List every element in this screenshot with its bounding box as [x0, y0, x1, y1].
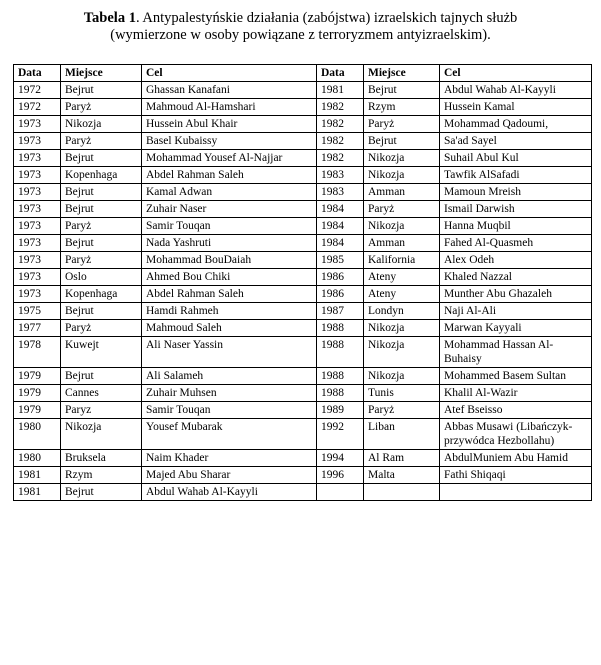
cell-date-2: 1986 [317, 269, 364, 286]
cell-date-2: 1981 [317, 82, 364, 99]
cell-target: Ali Naser Yassin [142, 337, 317, 368]
cell-date: 1972 [14, 82, 61, 99]
cell-date: 1972 [14, 99, 61, 116]
cell-date-2: 1992 [317, 419, 364, 450]
cell-target: Mohammad Yousef Al-Najjar [142, 150, 317, 167]
table-row [14, 303, 592, 320]
cell-place-2: Bejrut [364, 82, 440, 99]
cell-place-2: Bejrut [364, 133, 440, 150]
cell-date: 1979 [14, 402, 61, 419]
cell-target-2 [440, 484, 592, 501]
cell-place-2: Rzym [364, 99, 440, 116]
cell-place: Paryż [61, 133, 142, 150]
cell-place: Paryz [61, 402, 142, 419]
cell-place: Bejrut [61, 82, 142, 99]
cell-place-2: Nikozja [364, 218, 440, 235]
cell-target: Mahmoud Al-Hamshari [142, 99, 317, 116]
cell-date-2: 1983 [317, 167, 364, 184]
cell-target: Abdel Rahman Saleh [142, 167, 317, 184]
table-row [14, 450, 592, 467]
cell-place: Paryż [61, 218, 142, 235]
cell-target: Mohammad BouDaiah [142, 252, 317, 269]
cell-place-2: Nikozja [364, 368, 440, 385]
cell-date-2: 1989 [317, 402, 364, 419]
cell-place: Bejrut [61, 368, 142, 385]
table-row [14, 82, 592, 99]
cell-target: Kamal Adwan [142, 184, 317, 201]
cell-date: 1973 [14, 235, 61, 252]
header-date-2: Data [317, 65, 364, 82]
cell-date: 1980 [14, 450, 61, 467]
cell-target-2: Mohammad Hassan Al-Buhaisy [440, 337, 592, 368]
table-row [14, 184, 592, 201]
table-row [14, 218, 592, 235]
cell-date: 1973 [14, 252, 61, 269]
cell-target-2: Mamoun Mreish [440, 184, 592, 201]
cell-target: Ahmed Bou Chiki [142, 269, 317, 286]
cell-target-2: Ismail Darwish [440, 201, 592, 218]
cell-target-2: Naji Al-Ali [440, 303, 592, 320]
cell-date-2: 1986 [317, 286, 364, 303]
table-row [14, 419, 592, 450]
cell-date-2: 1982 [317, 150, 364, 167]
caption-title: . Antypalestyńskie działania (zabójstwa) izraelskich tajnych służb [135, 10, 518, 26]
cell-place-2: Paryż [364, 402, 440, 419]
cell-place: Paryż [61, 252, 142, 269]
table-row [14, 99, 592, 116]
table-row [14, 402, 592, 419]
caption-line-1 [0, 10, 601, 27]
cell-place: Oslo [61, 269, 142, 286]
table-row [14, 116, 592, 133]
cell-place-2: Al Ram [364, 450, 440, 467]
cell-place-2: Amman [364, 235, 440, 252]
cell-target-2: Marwan Kayyali [440, 320, 592, 337]
cell-place-2: Nikozja [364, 150, 440, 167]
cell-target-2: Tawfik AlSafadi [440, 167, 592, 184]
cell-place: Nikozja [61, 419, 142, 450]
cell-place: Paryż [61, 99, 142, 116]
cell-date-2: 1988 [317, 368, 364, 385]
cell-target: Zuhair Naser [142, 201, 317, 218]
cell-date-2: 1982 [317, 133, 364, 150]
cell-place: Kopenhaga [61, 167, 142, 184]
table-row [14, 286, 592, 303]
cell-target-2: Fathi Shiqaqi [440, 467, 592, 484]
cell-date-2: 1996 [317, 467, 364, 484]
cell-target: Abdel Rahman Saleh [142, 286, 317, 303]
header-date: Data [14, 65, 61, 82]
cell-place: Cannes [61, 385, 142, 402]
cell-place: Bejrut [61, 303, 142, 320]
cell-place-2: Nikozja [364, 337, 440, 368]
cell-target: Majed Abu Sharar [142, 467, 317, 484]
cell-place: Bejrut [61, 201, 142, 218]
cell-target-2: Mohammed Basem Sultan [440, 368, 592, 385]
cell-date-2: 1984 [317, 201, 364, 218]
cell-date-2: 1988 [317, 385, 364, 402]
cell-target-2: Munther Abu Ghazaleh [440, 286, 592, 303]
cell-date: 1973 [14, 201, 61, 218]
cell-target: Ghassan Kanafani [142, 82, 317, 99]
cell-date: 1973 [14, 116, 61, 133]
cell-target: Zuhair Muhsen [142, 385, 317, 402]
cell-target-2: AbdulMuniem Abu Hamid [440, 450, 592, 467]
cell-date-2: 1988 [317, 320, 364, 337]
cell-place: Bejrut [61, 150, 142, 167]
header-target-2: Cel [440, 65, 592, 82]
cell-place-2: Malta [364, 467, 440, 484]
cell-target-2: Suhail Abul Kul [440, 150, 592, 167]
cell-place-2: Kalifornia [364, 252, 440, 269]
cell-place-2: Ateny [364, 286, 440, 303]
cell-date: 1980 [14, 419, 61, 450]
cell-target: Nada Yashruti [142, 235, 317, 252]
caption-line-2: (wymierzone w osoby powiązane z terroryzmem antyizraelskim). [110, 27, 491, 43]
cell-target: Samir Touqan [142, 402, 317, 419]
table-row [14, 337, 592, 368]
cell-target: Hamdi Rahmeh [142, 303, 317, 320]
cell-target: Hussein Abul Khair [142, 116, 317, 133]
cell-target: Yousef Mubarak [142, 419, 317, 450]
cell-place-2: Ateny [364, 269, 440, 286]
cell-date-2: 1985 [317, 252, 364, 269]
cell-place: Bruksela [61, 450, 142, 467]
cell-target-2: Sa'ad Sayel [440, 133, 592, 150]
assassinations-table [13, 64, 592, 501]
cell-date: 1977 [14, 320, 61, 337]
cell-target-2: Fahed Al-Quasmeh [440, 235, 592, 252]
cell-place-2 [364, 484, 440, 501]
cell-place: Kopenhaga [61, 286, 142, 303]
header-place: Miejsce [61, 65, 142, 82]
cell-target: Naim Khader [142, 450, 317, 467]
cell-place: Bejrut [61, 184, 142, 201]
table-row [14, 385, 592, 402]
cell-target: Ali Salameh [142, 368, 317, 385]
cell-place-2: Nikozja [364, 320, 440, 337]
cell-place-2: Liban [364, 419, 440, 450]
cell-date-2: 1983 [317, 184, 364, 201]
cell-target-2: Khalil Al-Wazir [440, 385, 592, 402]
table-row [14, 269, 592, 286]
table-row [14, 467, 592, 484]
cell-place: Bejrut [61, 235, 142, 252]
table-row [14, 167, 592, 184]
cell-date-2: 1994 [317, 450, 364, 467]
cell-target-2: Abbas Musawi (Libańczyk-przywódca Hezbollahu) [440, 419, 592, 450]
cell-date: 1979 [14, 368, 61, 385]
cell-place-2: Nikozja [364, 167, 440, 184]
cell-place: Nikozja [61, 116, 142, 133]
cell-date-2: 1984 [317, 235, 364, 252]
cell-date-2: 1988 [317, 337, 364, 368]
table-row [14, 133, 592, 150]
cell-target-2: Alex Odeh [440, 252, 592, 269]
table-row [14, 150, 592, 167]
table-header-row [14, 65, 592, 82]
cell-target: Mahmoud Saleh [142, 320, 317, 337]
cell-place: Rzym [61, 467, 142, 484]
cell-date: 1973 [14, 184, 61, 201]
cell-date: 1973 [14, 133, 61, 150]
cell-date: 1975 [14, 303, 61, 320]
table-row [14, 235, 592, 252]
cell-target-2: Hussein Kamal [440, 99, 592, 116]
cell-date: 1973 [14, 269, 61, 286]
cell-target-2: Atef Bseisso [440, 402, 592, 419]
cell-place-2: Amman [364, 184, 440, 201]
cell-target: Samir Touqan [142, 218, 317, 235]
table-caption [0, 10, 601, 44]
cell-date: 1973 [14, 286, 61, 303]
cell-date: 1981 [14, 467, 61, 484]
header-place-2: Miejsce [364, 65, 440, 82]
cell-date: 1978 [14, 337, 61, 368]
cell-place: Bejrut [61, 484, 142, 501]
cell-date: 1981 [14, 484, 61, 501]
cell-place-2: Paryż [364, 116, 440, 133]
cell-date: 1973 [14, 167, 61, 184]
table-row [14, 368, 592, 385]
cell-date: 1979 [14, 385, 61, 402]
cell-target: Basel Kubaissy [142, 133, 317, 150]
table-row [14, 484, 592, 501]
cell-target-2: Abdul Wahab Al-Kayyli [440, 82, 592, 99]
cell-place-2: Tunis [364, 385, 440, 402]
cell-place-2: Paryż [364, 201, 440, 218]
cell-date: 1973 [14, 218, 61, 235]
header-target: Cel [142, 65, 317, 82]
cell-place-2: Londyn [364, 303, 440, 320]
cell-date-2: 1984 [317, 218, 364, 235]
cell-date-2 [317, 484, 364, 501]
table-body [14, 82, 592, 501]
cell-date: 1973 [14, 150, 61, 167]
cell-date-2: 1982 [317, 116, 364, 133]
table-row [14, 252, 592, 269]
cell-target-2: Mohammad Qadoumi, [440, 116, 592, 133]
cell-target-2: Khaled Nazzal [440, 269, 592, 286]
cell-place: Kuwejt [61, 337, 142, 368]
cell-target-2: Hanna Muqbil [440, 218, 592, 235]
cell-date-2: 1987 [317, 303, 364, 320]
cell-date-2: 1982 [317, 99, 364, 116]
table-row [14, 320, 592, 337]
table-row [14, 201, 592, 218]
caption-label: Tabela 1 [83, 10, 136, 26]
cell-place: Paryż [61, 320, 142, 337]
cell-target: Abdul Wahab Al-Kayyli [142, 484, 317, 501]
